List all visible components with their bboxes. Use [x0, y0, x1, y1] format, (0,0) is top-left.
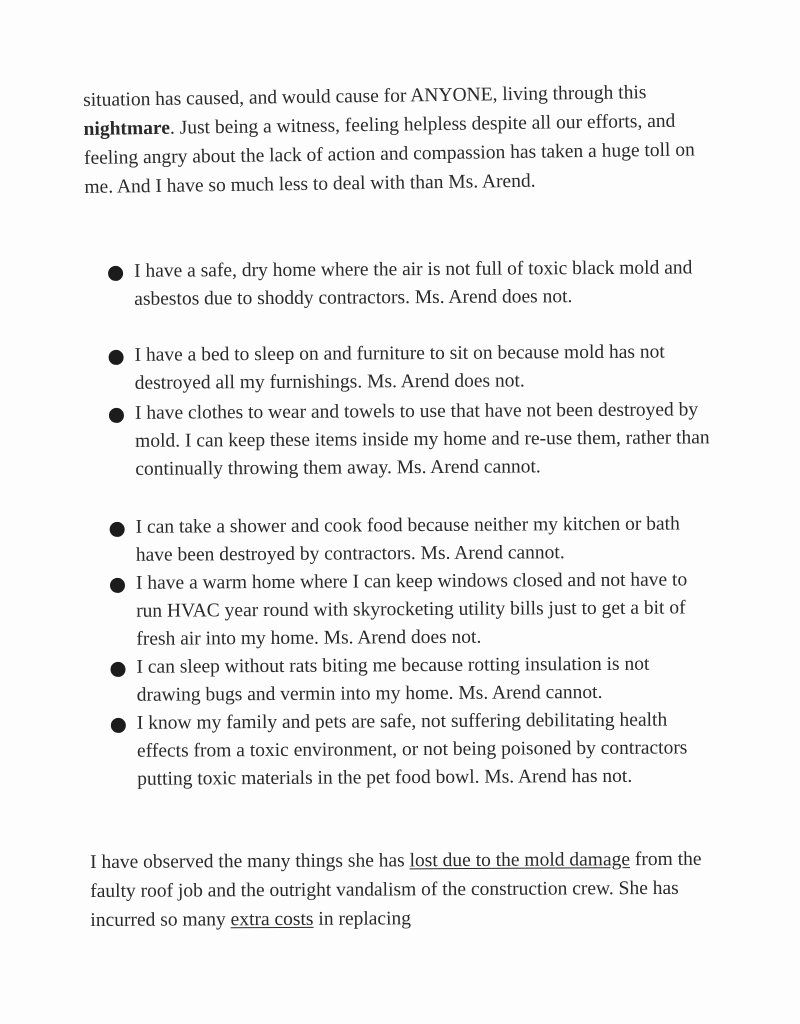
list-item	[106, 566, 717, 654]
bullet-icon	[110, 522, 125, 537]
bullet-text: I have a safe, dry home where the air is not full of toxic black mold and asbestos due to shoddy contractors. Ms. Arend does not.	[134, 257, 693, 310]
list-item	[106, 650, 716, 710]
bullet-icon	[109, 350, 124, 365]
bullet-icon	[108, 266, 123, 281]
intro-text-start: situation has caused, and would cause for ANYONE, living through this	[83, 82, 647, 111]
bullet-text: I have a warm home where I can keep windows closed and not have to run HVAC year round with skyrocketing utility bills just to get a bit of fresh air into my home. Ms. Arend does not.	[135, 569, 688, 650]
intro-text-end: . Just being a witness, feeling helpless despite all our efforts, and feeling angry about the lack of action and compassion has taken a huge toll on me. And I have so much less to deal with than Ms. Arend.	[83, 110, 695, 198]
intro-paragraph	[83, 77, 725, 202]
closing-paragraph	[90, 845, 720, 935]
list-item	[107, 706, 718, 820]
closing-text-start: I have observed the many things she has	[90, 850, 410, 873]
list-item	[106, 510, 716, 570]
bullet-text: I know my family and pets are safe, not suffering debilitating health effects from a toxic environment, or not being poisoned by contractors putting toxic materials in the pet food bowl. Ms. Arend has not.	[136, 709, 688, 790]
underlined-phrase-extra-costs: extra costs	[230, 908, 314, 931]
bullet-icon	[109, 408, 124, 423]
bullet-icon	[110, 662, 125, 677]
underlined-phrase-mold-damage: lost due to the mold damage	[409, 849, 631, 872]
bullet-text: I have a bed to sleep on and furniture to sit on because mold has not destroyed all my furnishings. Ms. Arend does not.	[134, 341, 665, 394]
intro-bold-word: nightmare	[83, 117, 171, 140]
list-item	[104, 254, 715, 342]
bullet-icon	[111, 718, 126, 733]
list-item	[105, 338, 715, 400]
closing-text-end: in replacing	[313, 908, 412, 930]
bullet-text: I can take a shower and cook food because neither my kitchen or bath have been destroyed by contractors. Ms. Arend cannot.	[135, 513, 680, 566]
bullet-icon	[110, 578, 125, 593]
list-item	[105, 396, 716, 514]
bullet-text: I can sleep without rats biting me because rotting insulation is not drawing bugs and vermin into my home. Ms. Arend cannot.	[136, 653, 650, 706]
bullet-list	[104, 254, 717, 820]
bullet-text: I have clothes to wear and towels to use that have not been destroyed by mold. I can keep these items inside my home and re-use them, rather than continually throwing them away. Ms. Arend cannot.	[134, 399, 710, 480]
closing-text-middle: from the faulty roof job and the outright vandalism of the construction crew. She has incurred so many	[90, 848, 702, 931]
